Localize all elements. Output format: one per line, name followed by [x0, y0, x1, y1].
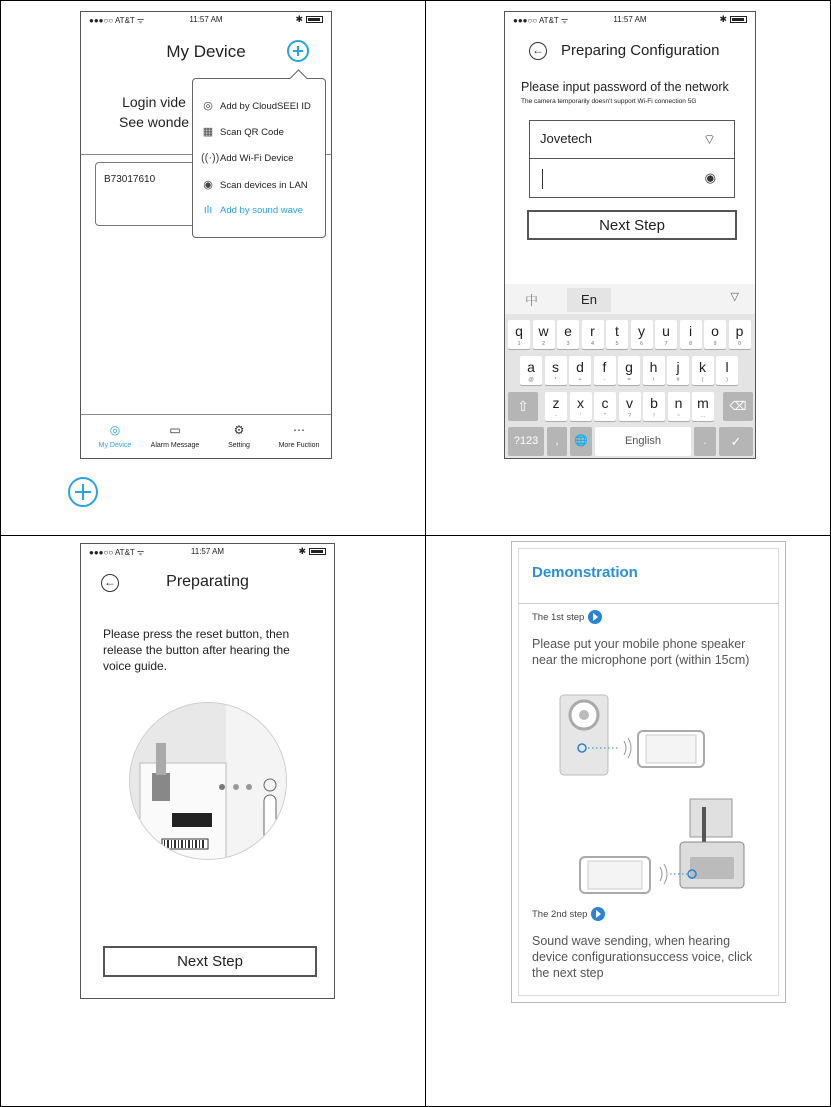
battery-icon [309, 548, 326, 555]
key-label: . [703, 435, 707, 447]
key-sublabel: … [700, 413, 706, 419]
wifi-5g-note: The camera temporarily doesn't support Wi-Fi connection 5G [521, 98, 697, 105]
step-1-header [532, 610, 602, 624]
camera-icon: ◎ [109, 423, 121, 437]
key-label: l [725, 359, 729, 375]
key-label: m [697, 395, 709, 411]
key-sublabel: " [604, 413, 606, 419]
key-label: g [625, 359, 633, 375]
key-sublabel: + [578, 377, 582, 383]
key-p[interactable] [729, 320, 751, 349]
period-key[interactable] [694, 427, 716, 456]
key-a[interactable] [520, 356, 542, 385]
back-arrow-icon[interactable]: ← [529, 42, 547, 60]
wifi-lock-icon: ⌔ [702, 131, 716, 147]
menu-item-cloud-id[interactable] [201, 97, 311, 115]
backspace-key[interactable]: ⌫ [723, 392, 753, 421]
space-key[interactable] [595, 427, 691, 456]
demonstration-dialog [511, 541, 786, 1003]
tab-label: My Device [98, 442, 132, 449]
step-label: The 1st step [532, 611, 585, 623]
menu-item-label: Add Wi-Fi Device [220, 152, 294, 164]
key-q[interactable] [508, 320, 530, 349]
key-label: o [711, 323, 719, 339]
table-divider-horizontal [0, 535, 831, 536]
battery-icon [730, 16, 747, 23]
step-label: The 2nd step [532, 908, 588, 920]
key-z[interactable] [545, 392, 567, 421]
eye-icon[interactable]: ◉ [704, 170, 716, 185]
screenshot-preparing-configuration [504, 11, 756, 459]
key-label: r [590, 323, 595, 339]
key-label: s [552, 359, 559, 375]
keyboard-chinese-toggle[interactable]: 中 [525, 293, 539, 308]
key-sublabel: 5 [615, 341, 619, 347]
key-sublabel: 8 [688, 341, 693, 347]
key-sublabel: - [603, 377, 606, 383]
key-sublabel: 1 [517, 341, 521, 347]
step-1-description: Please put your mobile phone speaker near the microphone port (within 15cm) [532, 637, 750, 667]
key-label: f [602, 359, 607, 375]
key-w[interactable] [533, 320, 555, 349]
sound-wave-icon: ılı [203, 204, 213, 216]
key-t[interactable] [606, 320, 628, 349]
key-c[interactable] [594, 392, 616, 421]
key-e[interactable] [557, 320, 579, 349]
battery-icon [306, 16, 323, 23]
key-label: b [650, 395, 658, 411]
key-label: q [515, 323, 523, 339]
menu-item-label: Scan devices in LAN [220, 179, 308, 191]
key-sublabel: 7 [664, 341, 668, 347]
clock: 11:57 AM [613, 15, 647, 24]
phone-near-camera-illustration [552, 687, 752, 782]
carrier-label: ●●●○○ AT&T ᯤ [89, 548, 145, 557]
key-o[interactable] [704, 320, 726, 349]
divider [518, 603, 779, 604]
key-label: ?123 [513, 435, 539, 447]
phone-near-ptz-camera-illustration [572, 797, 772, 902]
menu-item-wifi[interactable] [201, 149, 293, 167]
message-icon: ▭ [169, 423, 181, 437]
ssid-value: Jovetech [540, 131, 593, 146]
bluetooth-icon: ✱ [719, 14, 727, 24]
shift-key[interactable]: ⇧ [508, 392, 538, 421]
play-icon[interactable] [588, 610, 602, 624]
clock: 11:57 AM [189, 15, 223, 24]
keyboard-hide-icon[interactable]: ▽ [730, 291, 739, 303]
key-label: y [638, 323, 645, 339]
plus-icon [68, 477, 98, 507]
key-label: x [577, 395, 584, 411]
wifi-device-icon: ((·)) [201, 152, 220, 164]
bluetooth-icon: ✱ [295, 14, 303, 24]
key-sublabel: ? [627, 413, 632, 419]
key-label: English [624, 435, 662, 447]
bluetooth-icon: ✱ [298, 546, 306, 556]
key-label: a [527, 359, 535, 375]
key-y[interactable] [631, 320, 653, 349]
key-label: d [576, 359, 584, 375]
page-title: Preparating [166, 573, 249, 590]
key-sublabel: * [554, 377, 557, 383]
add-device-button[interactable] [287, 40, 309, 62]
reset-instruction: Please press the reset button, then release the button after hearing the voice guide. [103, 627, 290, 673]
status-bar [505, 12, 755, 28]
keyboard-english-toggle[interactable]: En [567, 288, 611, 312]
comma-key[interactable] [547, 427, 567, 456]
step-2-header [532, 907, 605, 921]
status-bar [81, 12, 331, 28]
screenshot-preparating [80, 543, 335, 999]
cloud-id-icon: ◎ [203, 100, 213, 112]
key-label: j [676, 359, 680, 375]
key-sublabel: ' [579, 413, 582, 419]
key-label: k [699, 359, 706, 375]
key-label: e [564, 323, 572, 339]
page-title: Preparing Configuration [561, 42, 720, 59]
key-sublabel: ~ [676, 413, 681, 419]
key-l[interactable] [716, 356, 738, 385]
key-sublabel: @ [528, 377, 534, 383]
key-d[interactable] [569, 356, 591, 385]
key-label: t [615, 323, 619, 339]
clock: 11:57 AM [190, 547, 225, 556]
tab-label: More Fuction [278, 442, 320, 449]
dialog-title: Demonstration [532, 564, 638, 581]
key-g[interactable] [618, 356, 640, 385]
back-arrow-icon[interactable]: ← [101, 574, 119, 592]
key-label: h [649, 359, 658, 375]
next-step-button[interactable]: Next Step [103, 946, 317, 977]
enter-key[interactable]: ✓ [719, 427, 753, 456]
menu-item-label: Add by sound wave [220, 204, 303, 216]
key-label: , [555, 435, 559, 447]
key-label: i [688, 323, 693, 339]
tab-bar [81, 414, 331, 458]
device-id: B73017610 [104, 174, 156, 185]
key-label: z [552, 395, 560, 411]
key-s[interactable] [545, 356, 567, 385]
keyboard-toolbar [505, 284, 755, 314]
key-j[interactable] [667, 356, 689, 385]
ssid-field[interactable] [530, 121, 734, 159]
key-sublabel: / [652, 377, 655, 383]
menu-item-qr[interactable] [201, 123, 284, 141]
lan-scan-icon: ◉ [203, 179, 213, 191]
key-sublabel: # [676, 377, 680, 383]
menu-item-label: Add by CloudSEEI ID [220, 100, 311, 112]
tab-more-function[interactable] [269, 421, 329, 449]
page-title: My Device [166, 42, 246, 61]
key-n[interactable] [668, 392, 690, 421]
key-f[interactable] [594, 356, 616, 385]
screenshot-my-device [80, 11, 332, 459]
credentials-box [529, 120, 735, 198]
login-line: See wonde [119, 114, 190, 130]
play-icon[interactable] [591, 907, 605, 921]
gear-icon: ⚙ [233, 423, 245, 437]
key-label: p [735, 323, 744, 339]
login-line: Login vide [122, 94, 186, 110]
key-label: w [538, 323, 549, 339]
more-icon: ⋯ [293, 423, 305, 437]
key-label: u [662, 323, 670, 339]
next-step-button[interactable]: Next Step [527, 210, 737, 240]
key-sublabel: ( [701, 377, 704, 383]
menu-item-lan[interactable] [201, 176, 308, 194]
key-sublabel: 0 [737, 341, 742, 347]
tab-setting[interactable] [209, 421, 269, 449]
key-sublabel: ) [726, 377, 728, 383]
login-prompt [119, 92, 189, 132]
key-m[interactable] [692, 392, 714, 421]
globe-key[interactable]: 🌐 [570, 427, 592, 456]
key-sublabel: ! [653, 413, 655, 419]
menu-item-label: Scan QR Code [220, 126, 284, 138]
numbers-key[interactable] [508, 427, 544, 456]
tab-alarm-message[interactable] [145, 421, 205, 449]
key-sublabel: 2 [541, 341, 546, 347]
key-k[interactable] [692, 356, 714, 385]
key-label: n [674, 395, 683, 411]
tab-my-device[interactable] [85, 421, 145, 449]
menu-item-sound-wave[interactable] [201, 201, 303, 219]
key-x[interactable] [570, 392, 592, 421]
key-sublabel: 3 [566, 341, 570, 347]
key-label: v [626, 395, 633, 411]
key-label: c [601, 395, 609, 411]
password-prompt: Please input password of the network [521, 80, 729, 94]
key-sublabel: = [627, 377, 631, 383]
key-b[interactable] [643, 392, 665, 421]
key-r[interactable] [582, 320, 604, 349]
carrier-label: ●●●○○ AT&T ᯤ [513, 16, 569, 25]
status-bar [81, 544, 334, 560]
text-cursor [542, 169, 543, 189]
step-2-description: Sound wave sending, when hearing device configurationsuccess voice, click the next step [532, 934, 753, 980]
table-divider-vertical [425, 0, 426, 1107]
key-i[interactable] [680, 320, 702, 349]
password-field[interactable] [530, 160, 734, 198]
key-u[interactable] [655, 320, 677, 349]
key-v[interactable] [619, 392, 641, 421]
key-sublabel: 9 [713, 341, 717, 347]
keyboard [505, 284, 755, 458]
key-sublabel: 4 [590, 341, 595, 347]
tab-label: Alarm Message [150, 442, 200, 449]
qr-code-icon: ▦ [202, 126, 214, 138]
tab-label: Setting [228, 442, 250, 449]
key-sublabel: 6 [639, 341, 644, 347]
camera-reset-illustration [129, 702, 287, 860]
key-h[interactable] [643, 356, 665, 385]
add-device-menu [192, 78, 326, 238]
carrier-label: ●●●○○ AT&T ᯤ [89, 16, 145, 25]
key-sublabel: - [555, 413, 557, 419]
